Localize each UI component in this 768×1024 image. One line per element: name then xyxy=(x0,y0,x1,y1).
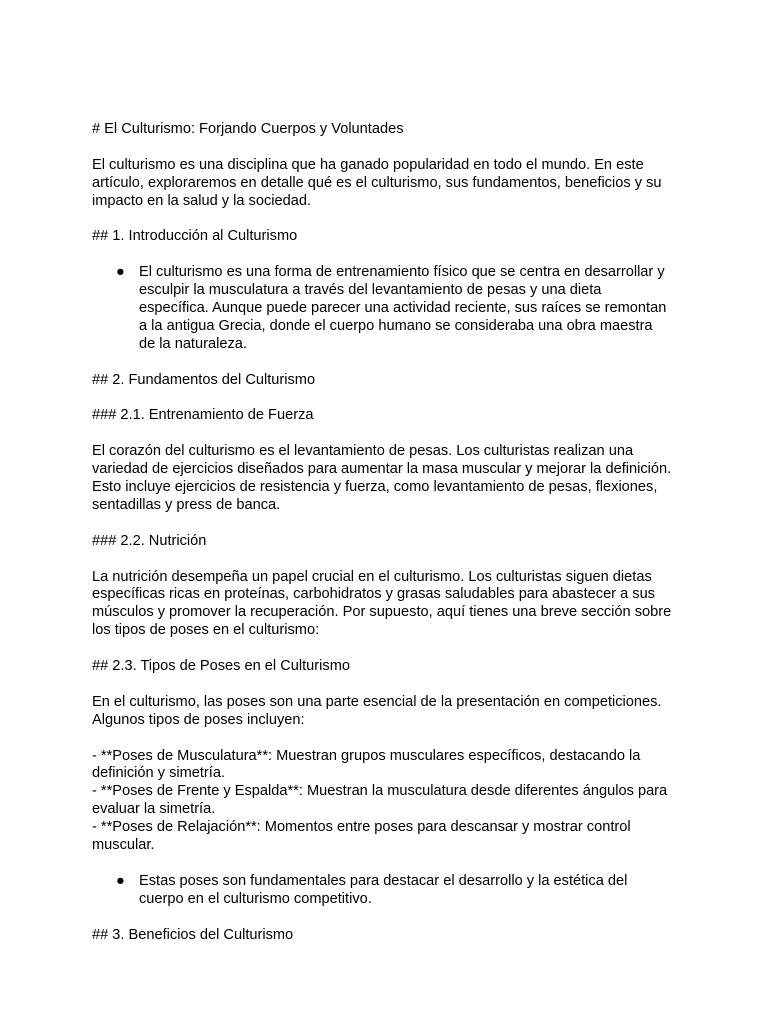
section-1-heading: ## 1. Introducción al Culturismo xyxy=(92,228,298,245)
list-item xyxy=(92,264,672,354)
subsection-2-1-body: El corazón del culturismo es el levantamiento de pesas. Los culturistas realizan una variedad de ejercicios diseñados para aumentar la masa muscular y mejorar la definición. Esto incluye ejercicios de resistencia y fuerza, como levantamiento de pesas, flexiones, sentadillas y press de banca. xyxy=(92,443,672,513)
intro-paragraph: El culturismo es una disciplina que ha ganado popularidad en todo el mundo. En este artículo, exploraremos en detalle qué es el culturismo, sus fundamentos, beneficios y su impacto en la salud y la sociedad. xyxy=(92,156,662,209)
spacer xyxy=(92,139,672,157)
spacer xyxy=(92,211,672,229)
document-page xyxy=(92,121,672,944)
bullet-icon: ● xyxy=(116,264,125,281)
spacer xyxy=(92,246,672,264)
section-3-heading: ## 3. Beneficios del Culturismo xyxy=(92,926,294,943)
spacer xyxy=(92,676,672,694)
document-title: # El Culturismo: Forjando Cuerpos y Voluntades xyxy=(92,121,404,137)
list-item xyxy=(92,873,672,909)
list-item-text: El culturismo es una forma de entrenamiento físico que se centra en desarrollar y esculpir la musculatura a través del levantamiento de pesas y una dieta específica. Aunque puede parecer una actividad reciente, sus raíces se remontan a la antigua Grecia, donde el cuerpo humano se consideraba una obra maestra de la naturaleza. xyxy=(139,264,667,352)
bullet-icon: ● xyxy=(116,872,125,889)
subsection-2-2-heading: ### 2.2. Nutrición xyxy=(92,532,207,549)
spacer xyxy=(92,551,672,569)
subsection-2-3-heading: ## 2.3. Tipos de Poses en el Culturismo xyxy=(92,658,350,675)
subsection-2-3-body: En el culturismo, las poses son una parte esencial de la presentación en competiciones. Algunos tipos de poses incluyen: xyxy=(92,693,662,728)
spacer xyxy=(92,855,672,873)
subsection-2-1-heading: ### 2.1. Entrenamiento de Fuerza xyxy=(92,407,314,424)
section-1-bullet-list xyxy=(92,264,672,354)
section-2-heading: ## 2. Fundamentos del Culturismo xyxy=(92,371,316,388)
spacer xyxy=(92,909,672,927)
dash-list-item: - **Poses de Relajación**: Momentos entre poses para descansar y mostrar control muscular. xyxy=(92,819,631,854)
spacer xyxy=(92,425,672,443)
spacer xyxy=(92,515,672,533)
spacer xyxy=(92,354,672,372)
list-item-text: Estas poses son fundamentales para destacar el desarrollo y la estética del cuerpo en el culturismo competitivo. xyxy=(139,872,628,907)
subsection-2-3-bullet-list xyxy=(92,873,672,909)
dash-list-item: - **Poses de Musculatura**: Muestran grupos musculares específicos, destacando la definición y simetría. xyxy=(92,747,641,782)
spacer xyxy=(92,730,672,748)
subsection-2-2-body: La nutrición desempeña un papel crucial en el culturismo. Los culturistas siguen dietas específicas ricas en proteínas, carbohidratos y grasas saludables para abastecer a sus músculos y promover la recuperación. Por supuesto, aquí tienes una breve sección sobre los tipos de poses en el culturismo: xyxy=(92,568,672,639)
spacer xyxy=(92,640,672,658)
dash-list-item: - **Poses de Frente y Espalda**: Muestran la musculatura desde diferentes ángulos para evaluar la simetría. xyxy=(92,783,668,818)
spacer xyxy=(92,390,672,408)
